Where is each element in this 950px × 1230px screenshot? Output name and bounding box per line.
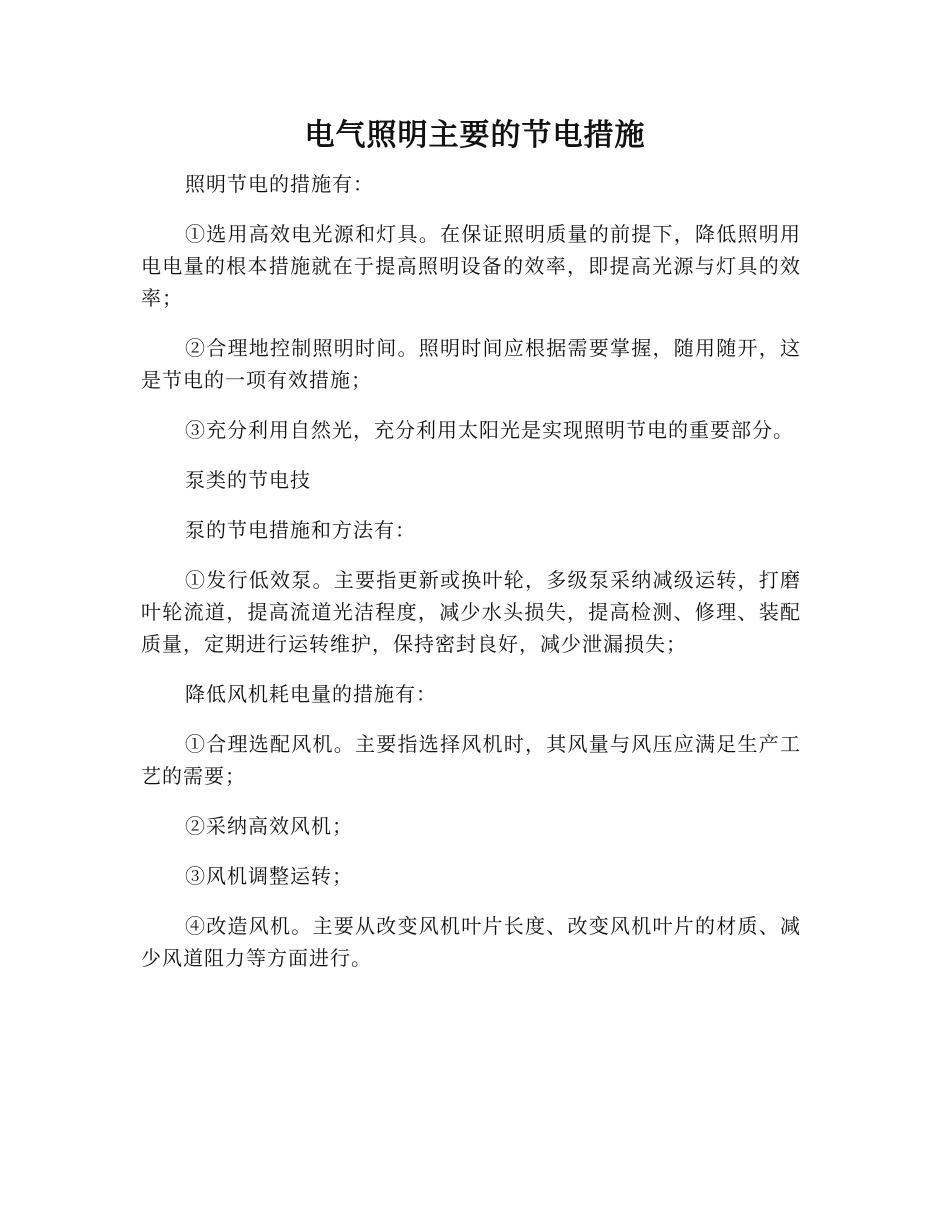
paragraph: ①合理选配风机。主要指选择风机时，其风量与风压应满足生产工艺的需要；	[141, 732, 801, 788]
paragraph: 泵的节电措施和方法有：	[185, 518, 416, 542]
paragraph: ③充分利用自然光，充分利用太阳光是实现照明节电的重要部分。	[185, 418, 794, 442]
paragraph: ①发行低效泵。主要指更新或换叶轮，多级泵采纳减级运转，打磨叶轮流道，提高流道光洁程度，减少水头损失，提高检测、修理、装配质量，定期进行运转维护，保持密封良好，减少泄漏损失；	[141, 568, 801, 656]
paragraph: ②合理地控制照明时间。照明时间应根据需要掌握，随用随开，这是节电的一项有效措施；	[141, 336, 801, 392]
paragraph: ①选用高效电光源和灯具。在保证照明质量的前提下，降低照明用电电量的根本措施就在于提高照明设备的效率，即提高光源与灯具的效率；	[141, 222, 801, 310]
paragraph: ④改造风机。主要从改变风机叶片长度、改变风机叶片的材质、减少风道阻力等方面进行。	[141, 914, 801, 970]
paragraph: ②采纳高效风机；	[185, 814, 353, 838]
paragraph: 照明节电的措施有：	[185, 172, 374, 196]
document-title: 电气照明主要的节电措施	[304, 118, 646, 153]
section-heading: 泵类的节电技	[185, 468, 311, 492]
paragraph: ③风机调整运转；	[185, 864, 353, 888]
paragraph: 降低风机耗电量的措施有：	[185, 682, 437, 706]
document-body	[141, 168, 801, 992]
